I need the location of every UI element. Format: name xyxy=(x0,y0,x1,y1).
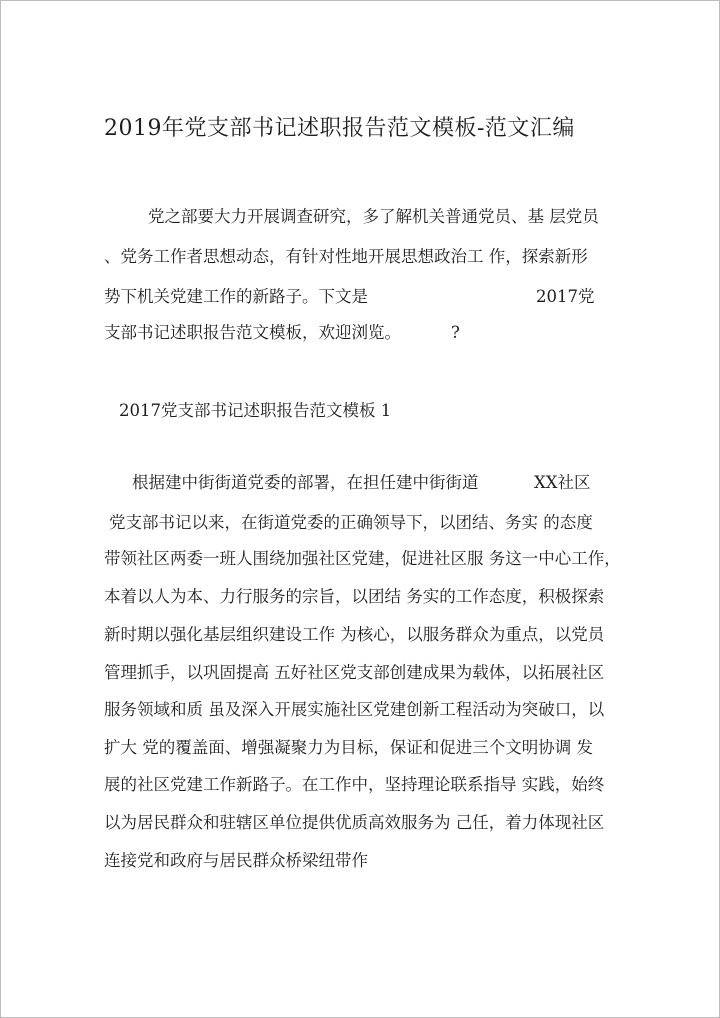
body-line-2: 党支部书记以来，在街道党委的正确领导下，以团结、务实 的态度 xyxy=(109,513,593,532)
body-line-7: 服务领域和质 虽及深入开展实施社区党建创新工程活动为突破口，以 xyxy=(104,700,605,719)
body-line-11: 连接党和政府与居民群众桥梁纽带作 xyxy=(104,851,368,870)
intro-line-3: 势下机关党建工作的新路子。下文是 xyxy=(104,287,368,306)
body-line-4: 本着以人为本、力行服务的宗旨，以团结 务实的工作态度，积极探索 xyxy=(104,587,605,606)
intro-line-3-end: 2017党 xyxy=(536,287,595,306)
body-line-6: 管理抓手，以巩固提高 五好社区党支部创建成果为载体，以拓展社区 xyxy=(104,663,605,682)
body-line-5: 新时期以强化基层组织建设工作 为核心，以服务群众为重点，以党员 xyxy=(104,625,605,644)
document-title: 2019年党支部书记述职报告范文模板-范文汇编 xyxy=(104,116,575,141)
body-line-1: 根据建中街街道党委的部署，在担任建中街街道 xyxy=(132,473,479,492)
intro-line-4: 支部书记述职报告范文模板，欢迎浏览。 xyxy=(104,323,401,342)
intro-line-2: 、党务工作者思想动态，有针对性地开展思想政治工 作，探索新形 xyxy=(104,247,588,266)
intro-line-1: 党之部要大力开展调查研究，多了解机关普通党员、基 层党员 xyxy=(148,207,599,226)
body-line-8: 扩大 党的覆盖面、增强凝聚力为目标，保证和促进三个文明协调 发 xyxy=(104,738,593,757)
intro-line-4-mark: ? xyxy=(451,323,460,342)
body-line-9: 展的社区党建工作新路子。在工作中，坚持理论联系指导 实践，始终 xyxy=(104,775,605,794)
body-line-3: 带领社区两委一班人围绕加强社区党建，促进社区服 务这一中心工作， xyxy=(104,549,621,568)
body-line-10: 以为居民群众和驻辖区单位提供优质高效服务为 己任，着力体现社区 xyxy=(104,813,605,832)
section-heading: 2017党支部书记述职报告范文模板 1 xyxy=(119,401,392,420)
body-line-1-end: XX社区 xyxy=(534,473,591,492)
